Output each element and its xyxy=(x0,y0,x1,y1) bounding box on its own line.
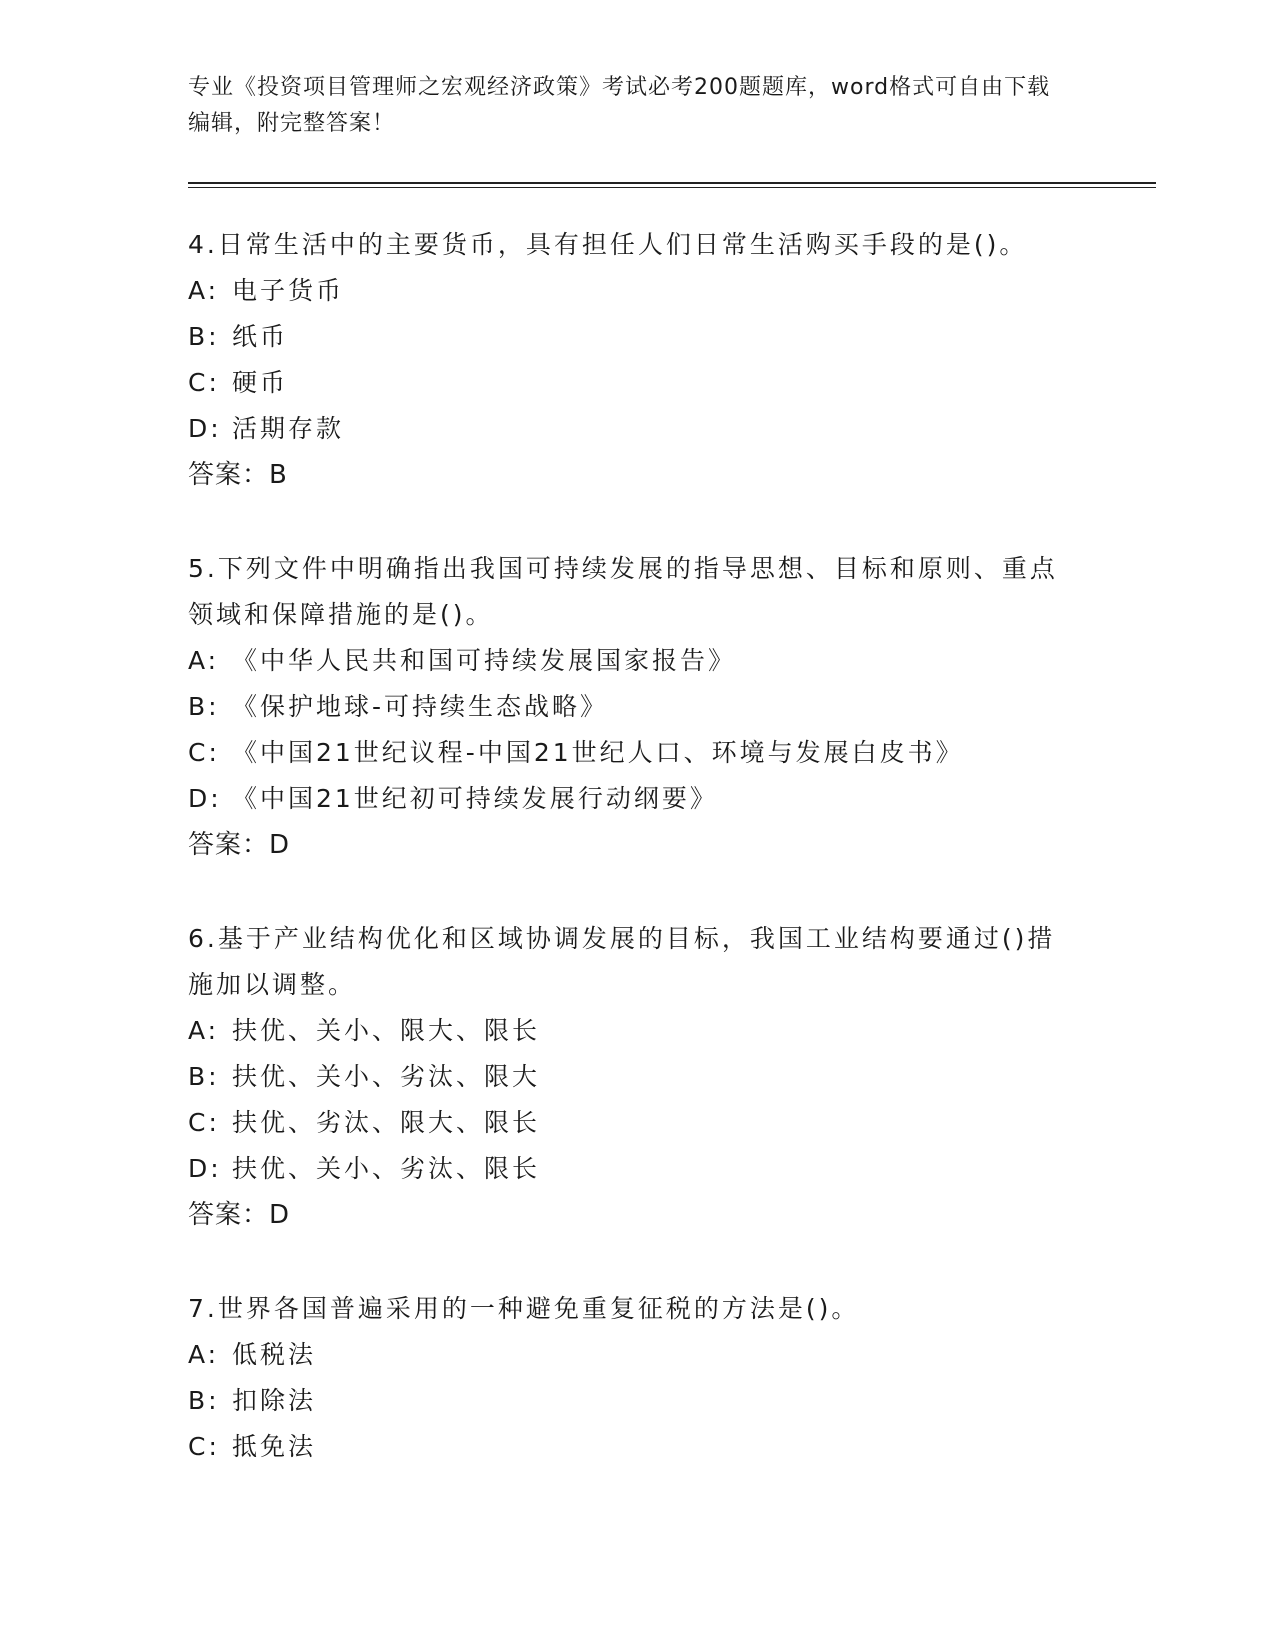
question-stem: 7.世界各国普遍采用的一种避免重复征税的方法是()。 xyxy=(188,1294,860,1323)
option-b xyxy=(188,314,1168,360)
option-letter: D: xyxy=(188,414,222,443)
option-d xyxy=(188,776,1168,822)
option-letter: D: xyxy=(188,1154,222,1183)
answer-line: 答案：D xyxy=(188,830,291,860)
option-text: 扶优、关小、限大、限长 xyxy=(232,1016,541,1045)
question-5 xyxy=(188,546,1168,868)
option-letter: B: xyxy=(188,1386,220,1415)
option-letter: A: xyxy=(188,1016,220,1045)
question-7 xyxy=(188,1286,1168,1470)
question-stem: 6.基于产业结构优化和区域协调发展的目标，我国工业结构要通过()措施加以调整。 xyxy=(188,924,1056,999)
option-letter: A: xyxy=(188,276,220,305)
option-a xyxy=(188,1332,1168,1378)
option-c xyxy=(188,730,1168,776)
answer-line: 答案：B xyxy=(188,460,288,490)
question-4 xyxy=(188,222,1168,498)
option-text: 《中国21世纪初可持续发展行动纲要》 xyxy=(232,784,718,813)
option-letter: C: xyxy=(188,1108,220,1137)
option-letter: C: xyxy=(188,368,220,397)
option-letter: B: xyxy=(188,322,220,351)
option-text: 扶优、关小、劣汰、限长 xyxy=(232,1154,541,1183)
option-a xyxy=(188,268,1168,314)
option-letter: B: xyxy=(188,692,220,721)
question-stem: 5.下列文件中明确指出我国可持续发展的指导思想、目标和原则、重点领域和保障措施的是()。 xyxy=(188,554,1058,629)
document-page xyxy=(188,70,1168,1518)
option-a xyxy=(188,638,1168,684)
question-stem: 4.日常生活中的主要货币，具有担任人们日常生活购买手段的是()。 xyxy=(188,230,1028,259)
option-text: 抵免法 xyxy=(232,1432,317,1461)
header-divider xyxy=(188,182,1156,188)
option-text: 《中国21世纪议程-中国21世纪人口、环境与发展白皮书》 xyxy=(232,738,964,767)
option-text: 扶优、关小、劣汰、限大 xyxy=(232,1062,541,1091)
option-d xyxy=(188,1146,1168,1192)
option-text: 硬币 xyxy=(232,368,289,397)
option-letter: C: xyxy=(188,1432,220,1461)
option-text: 活期存款 xyxy=(232,414,345,443)
option-b xyxy=(188,1054,1168,1100)
option-text: 扶优、劣汰、限大、限长 xyxy=(232,1108,541,1137)
option-letter: A: xyxy=(188,1340,220,1369)
document-header: 专业《投资项目管理师之宏观经济政策》考试必考200题题库，word格式可自由下载编辑，附完整答案！ xyxy=(188,75,1051,136)
option-a xyxy=(188,1008,1168,1054)
option-d xyxy=(188,406,1168,452)
option-text: 《保护地球-可持续生态战略》 xyxy=(232,692,609,721)
option-text: 低税法 xyxy=(232,1340,317,1369)
option-text: 纸币 xyxy=(232,322,289,351)
option-text: 扣除法 xyxy=(232,1386,317,1415)
option-letter: B: xyxy=(188,1062,220,1091)
option-text: 电子货币 xyxy=(232,276,345,305)
option-letter: C: xyxy=(188,738,220,767)
option-c xyxy=(188,1100,1168,1146)
option-c xyxy=(188,1424,1168,1470)
option-text: 《中华人民共和国可持续发展国家报告》 xyxy=(232,646,737,675)
answer-line: 答案：D xyxy=(188,1200,291,1230)
question-6 xyxy=(188,916,1168,1238)
option-c xyxy=(188,360,1168,406)
option-letter: A: xyxy=(188,646,220,675)
option-b xyxy=(188,684,1168,730)
option-letter: D: xyxy=(188,784,222,813)
option-b xyxy=(188,1378,1168,1424)
question-list xyxy=(188,222,1168,1470)
